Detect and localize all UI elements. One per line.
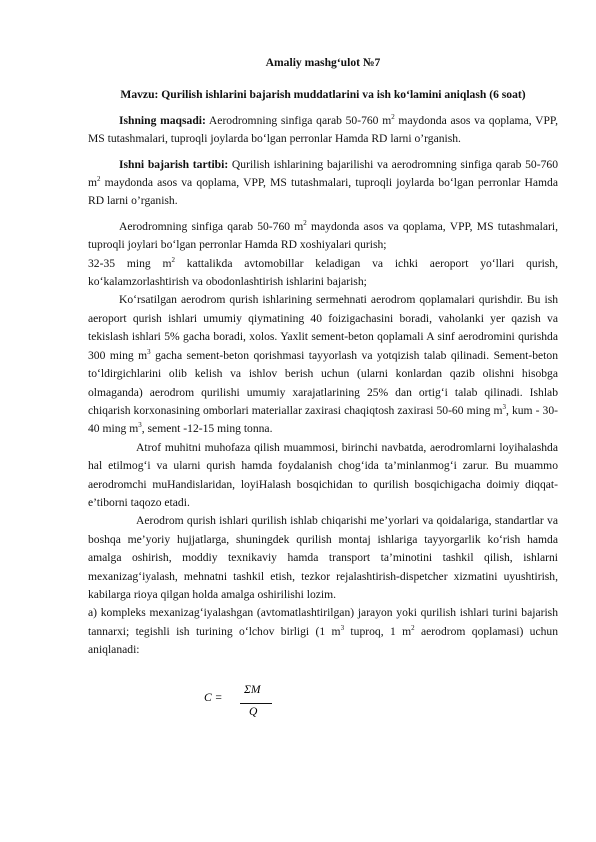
paragraph-coatings: Ko‘rsatilgan aerodrom qurish ishlarining sermehnati aerodrom qoplamalari qurishdir. Bu ish aeroport qurish ishlari umumiy qiymatining 40 foizigachasini boradi, vaholanki yer qazish va tekislash ishlari 5% gacha boradi, xolos. Yaxlit sement-beton qoplamali A sinf aerodromini qurishda 300 ming $m^3$ gacha sement-beton qorishmasi tayyorlash va yotqizish talab qilinadi. Sement-beton to‘ldirgichlarini olib kelish va ishlov berish uchun (ularni konlardan qazib olishni hisobga olmaganda) aerodrom qurilishi umumiy xarajatlarining 25% dan ortig‘i talab qilinadi. Ishlab chiqarish korxonasining omborlari materiallar zaxirasi chaqiqtosh zaxirasi 50-60 ming $m^3$, kum - 30-40 ming $m^3$, sement -12-15 ming tonna. [88,293,558,436]
goal-paragraph: Ishning maqsadi: Aerodromning sinfiga qarab 50-760 $m^2$ maydonda asos va qoplama, VPP, MS tutashmalari, tuproqli joylarda bo‘lgan perronlar Hamda RD larni o’rganish. [88,112,558,146]
paragraph-roads: 32-35 ming $m^2$ kattalikda avtomobillar keladigan va ichki aeroport yo‘llari qurish, ko‘kalamzorlashtirish va obodonlashtirish ishlarini bajarish; [88,255,558,289]
formula-numerator: ΣM [244,683,261,696]
document-title: Amaliy mashg‘ulot №7 [265,56,381,69]
formula-lhs: C = [204,691,223,704]
formula-denominator: Q [249,705,258,718]
paragraph-environment: Atrof muhitni muhofaza qilish muammosi, birinchi navbatda, aerodromlarni loyihalashda hal etilmog‘i va ularni qurish hamda foydalanish chog‘ida ta’minlanmog‘i zarur. Bu muammo aerodromchi muHandislaridan, loyiHalash bosqichidan to qurilish bosqichigacha doimiy diqqat-e’tiborni taqozo etadi. [88,440,558,509]
document-subtitle: Mavzu: Qurilish ishlarini bajarish muddatlarini va ish ko‘lamini aniqlash (6 soat) [120,88,526,102]
fraction-bar [240,703,272,704]
paragraph-runway: Aerodromning sinfiga qarab 50-760 $m^2$ maydonda asos va qoplama, VPP, MS tutashmalari, tuproqli joylari bo‘lgan perronlar Hamda RD xoshiyalari qurish; [88,218,558,252]
document-page [88,54,558,660]
paragraph-cost: a) kompleks mexanizag‘iyalashgan (avtomatlashtirilgan) jarayon yoki qurilish ishlari turini bajarish tannarxi; tegishli ish turining o‘lchov birligi (1 $m^3$ tuproq, 1 $m^2$ aerodrom qoplamasi) uchun aniqlanadi: [88,606,558,657]
procedure-label: Ishni bajarish tartibi: [119,157,229,171]
goal-label: Ishning maqsadi: [119,113,206,127]
procedure-paragraph: Ishni bajarish tartibi: Qurilish ishlarining bajarilishi va aerodromning sinfiga qarab 50-760 $m^2$ maydonda asos va qoplama, VPP, MS tutashmalari, tuproqli joylarda bo‘lgan perronlar Hamda RD larni o’rganish. [88,157,558,208]
paragraph-standards: Aerodrom qurish ishlari qurilish ishlab chiqarishi me’yorlari va qoidalariga, standartlar va boshqa me’yoriy hujjatlarga, shuningdek qurilish montaj ishlariga tayyorgarlik ko‘rish hamda amalga oshirish, moddiy texnikaviy hamda transport ta’minotini tashkil qilish, ishlarni mexanizag‘iyalash, mehnatni tashkil etish, tezkor rejalashtirish-dispetcher xizmatini uyushtirish, kabilarga rioya qilgan holda amalga oshirilishi lozim. [88,514,558,601]
